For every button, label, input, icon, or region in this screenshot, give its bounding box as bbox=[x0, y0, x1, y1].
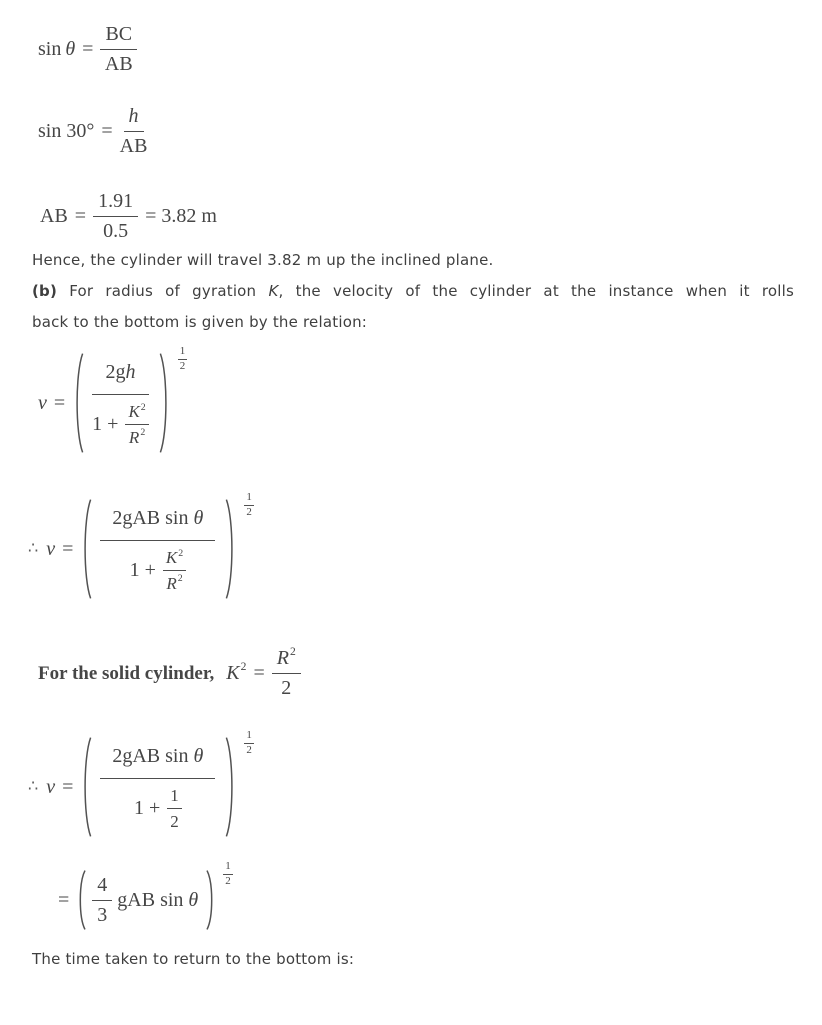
fraction-denominator bbox=[129, 425, 145, 448]
equals-sign: = bbox=[253, 662, 265, 684]
equation-sin-30 bbox=[38, 104, 147, 159]
fraction-denominator bbox=[100, 779, 215, 832]
equals-sign: = bbox=[82, 38, 94, 60]
fraction-numerator: 4 bbox=[92, 873, 112, 901]
denominator-prefix: 1 + bbox=[129, 559, 156, 581]
fraction-denominator: 2 bbox=[281, 677, 292, 699]
hence-paragraph: Hence, the cylinder will travel 3.82 m up the inclined plane. bbox=[32, 251, 494, 269]
equals-sign: = bbox=[101, 120, 113, 142]
fraction-numerator: 1.91 bbox=[93, 189, 138, 217]
exponent-numerator: 1 bbox=[244, 729, 254, 744]
right-paren-icon bbox=[205, 869, 216, 931]
equation-velocity-general bbox=[38, 345, 187, 455]
right-paren-icon bbox=[224, 735, 237, 839]
fraction-numerator: BC bbox=[100, 22, 137, 50]
fraction-denominator bbox=[92, 395, 149, 448]
exponent-denominator: 2 bbox=[246, 505, 252, 518]
numerator-variable-theta: θ bbox=[193, 745, 204, 768]
equation-sin-theta bbox=[38, 22, 137, 77]
fraction-denominator: AB bbox=[119, 135, 148, 157]
fraction-numerator: 1 bbox=[167, 785, 182, 808]
equals-sign: = bbox=[62, 537, 74, 560]
variable-k: K bbox=[226, 662, 240, 684]
fraction-denominator: 3 bbox=[97, 903, 108, 926]
left-paren-icon bbox=[72, 351, 85, 455]
eq-variable-v: v bbox=[46, 775, 56, 798]
exponent-2: 2 bbox=[240, 660, 247, 674]
main-fraction bbox=[100, 504, 215, 594]
part-b-paragraph-line2: back to the bottom is given by the relation: bbox=[32, 313, 368, 331]
eq-body bbox=[117, 888, 198, 913]
denominator-prefix: 1 + bbox=[133, 797, 161, 819]
eq-function: sin 30° bbox=[38, 120, 95, 142]
exponent-2: 2 bbox=[289, 645, 296, 659]
equals-sign: = bbox=[62, 775, 74, 798]
fraction-numerator bbox=[100, 742, 215, 779]
left-paren-icon bbox=[80, 497, 93, 601]
fraction-bc-ab bbox=[100, 22, 137, 77]
fraction-4-3 bbox=[92, 873, 112, 928]
fraction-denominator: AB bbox=[104, 53, 133, 75]
eq-variable-theta: θ bbox=[65, 38, 76, 60]
part-b-paragraph-line1 bbox=[32, 281, 794, 301]
fraction-one-half bbox=[167, 785, 182, 832]
equation-velocity-half bbox=[28, 729, 254, 839]
equation-ab-value bbox=[40, 189, 217, 244]
numerator-coefficient: 2gAB sin bbox=[112, 507, 194, 530]
exponent-numerator: 1 bbox=[244, 491, 254, 506]
exponent-denominator: 2 bbox=[246, 743, 252, 756]
fraction-numerator bbox=[163, 547, 186, 570]
fraction-k2-r2 bbox=[125, 401, 148, 448]
variable-k: K bbox=[128, 402, 140, 422]
eq-function: sin bbox=[38, 38, 62, 60]
left-paren-icon bbox=[76, 869, 87, 931]
fraction-191-05 bbox=[93, 189, 138, 244]
main-fraction bbox=[100, 742, 215, 832]
main-fraction bbox=[92, 358, 149, 448]
equation-velocity-sin-theta bbox=[28, 491, 254, 601]
numerator-coefficient: 2gAB sin bbox=[112, 745, 194, 768]
fraction-numerator bbox=[125, 401, 148, 424]
exponent-2: 2 bbox=[178, 547, 184, 559]
exponent-one-half bbox=[244, 729, 254, 758]
left-paren-icon bbox=[80, 735, 93, 839]
part-b-label: (b) bbox=[32, 282, 58, 300]
numerator-variable: h bbox=[125, 361, 136, 384]
exponent-2: 2 bbox=[177, 572, 183, 584]
equation-final-velocity bbox=[58, 860, 233, 931]
exponent-one-half bbox=[223, 860, 233, 889]
eq-label: For the solid cylinder, bbox=[38, 662, 215, 684]
fraction-denominator: 2 bbox=[170, 811, 179, 831]
right-paren-icon bbox=[224, 497, 237, 601]
variable-r: R bbox=[276, 647, 289, 669]
variable-r: R bbox=[128, 427, 140, 447]
body-coefficient: gAB sin bbox=[117, 888, 189, 911]
numerator-coefficient: 2g bbox=[105, 361, 126, 384]
exponent-one-half bbox=[178, 345, 188, 374]
part-b-text-rest: , the velocity of the cylinder at the instance when it rolls bbox=[278, 282, 794, 300]
exponent-numerator: 1 bbox=[178, 345, 188, 360]
exponent-denominator: 2 bbox=[179, 359, 186, 372]
fraction-r2-2 bbox=[272, 646, 301, 701]
fraction-numerator bbox=[92, 358, 149, 395]
variable-r: R bbox=[166, 573, 177, 593]
body-variable-theta: θ bbox=[188, 888, 199, 911]
therefore-symbol: ∴ bbox=[28, 778, 39, 795]
equals-sign: = bbox=[58, 888, 70, 911]
equals-sign: = bbox=[74, 205, 87, 227]
therefore-symbol: ∴ bbox=[28, 540, 39, 557]
time-taken-paragraph: The time taken to return to the bottom is: bbox=[32, 950, 355, 968]
exponent-2: 2 bbox=[140, 426, 146, 438]
equation-solid-cylinder bbox=[38, 646, 301, 701]
eq-variable-v: v bbox=[46, 537, 56, 560]
fraction-h-ab bbox=[120, 104, 148, 159]
exponent-denominator: 2 bbox=[225, 874, 231, 887]
exponent-one-half bbox=[244, 491, 254, 520]
fraction-k2-r2 bbox=[163, 547, 186, 594]
fraction-numerator: h bbox=[124, 104, 144, 132]
eq-variable-v: v bbox=[38, 391, 47, 414]
denominator-prefix: 1 + bbox=[92, 413, 119, 435]
part-b-variable-k: K bbox=[268, 282, 279, 300]
numerator-variable-theta: θ bbox=[193, 507, 204, 530]
exponent-numerator: 1 bbox=[223, 860, 233, 875]
part-b-text: For radius of gyration bbox=[57, 282, 269, 300]
fraction-numerator bbox=[272, 646, 301, 674]
variable-k: K bbox=[165, 548, 178, 568]
equals-sign: = bbox=[53, 391, 66, 414]
right-paren-icon bbox=[158, 351, 171, 455]
fraction-denominator bbox=[100, 541, 215, 594]
eq-lhs-k2 bbox=[226, 661, 246, 686]
eq-result: = 3.82 m bbox=[145, 205, 217, 227]
exponent-2: 2 bbox=[140, 401, 146, 413]
eq-lhs: AB bbox=[40, 205, 68, 227]
fraction-numerator bbox=[100, 504, 215, 541]
fraction-denominator: 0.5 bbox=[103, 220, 129, 242]
fraction-denominator bbox=[166, 571, 182, 594]
